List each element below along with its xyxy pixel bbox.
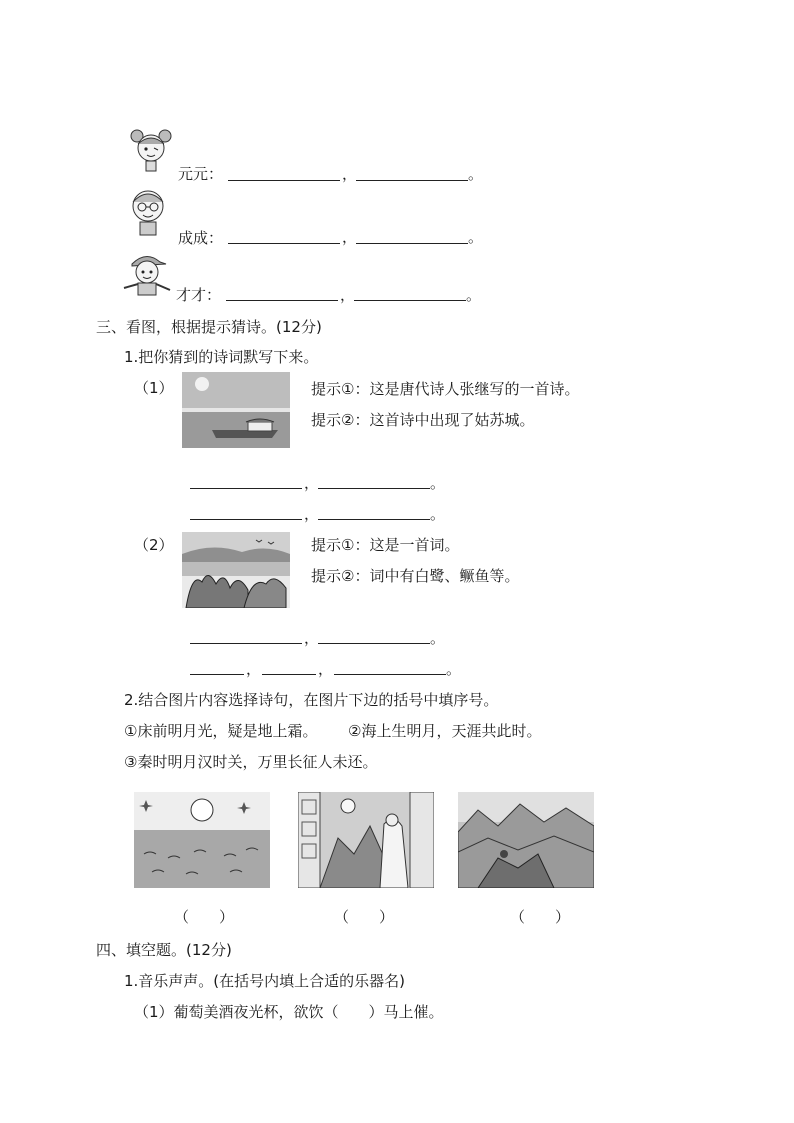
answer-bracket-3[interactable]: （ ）	[510, 908, 571, 926]
poem-option-1: ①床前明月光，疑是地上霜。	[124, 722, 318, 740]
girl-avatar	[128, 126, 174, 174]
period: 。	[430, 474, 446, 492]
answer-blank[interactable]	[318, 488, 430, 489]
answer-blank[interactable]	[190, 643, 302, 644]
answer-bracket-1[interactable]: （ ）	[174, 908, 235, 926]
answer-blank[interactable]	[354, 300, 466, 301]
period: 。	[430, 629, 446, 647]
comma: ，	[318, 660, 334, 678]
night-boat-picture	[182, 372, 290, 448]
boy-with-cap-avatar	[120, 250, 174, 300]
item-label: （1）	[134, 379, 174, 397]
answer-blank[interactable]	[190, 488, 302, 489]
boy-with-glasses-avatar	[124, 186, 172, 238]
comma: ，	[246, 660, 262, 678]
answer-blank[interactable]	[262, 674, 316, 675]
mountain-pass-picture	[458, 792, 594, 888]
answer-blank[interactable]	[190, 674, 244, 675]
sea-moon-picture	[134, 792, 270, 888]
comma: ，	[304, 629, 320, 647]
answer-blank[interactable]	[356, 243, 468, 244]
comma: ，	[342, 228, 358, 246]
river-reeds-picture	[182, 532, 290, 608]
period: 。	[468, 228, 484, 246]
comma: ，	[340, 286, 356, 304]
comma: ，	[304, 505, 320, 523]
section4-heading: 四、填空题。(12分)	[96, 941, 232, 959]
speaker-name-caicai: 才才：	[176, 286, 222, 304]
item-label: （2）	[134, 536, 174, 554]
answer-bracket-2[interactable]: （ ）	[334, 908, 395, 926]
speaker-name-yuanyuan: 元元：	[178, 165, 224, 183]
hint-1: 提示①：这是唐代诗人张继写的一首诗。	[311, 380, 580, 398]
hint-2: 提示②：词中有白鹭、鳜鱼等。	[311, 567, 520, 585]
answer-blank[interactable]	[356, 180, 468, 181]
answer-blank[interactable]	[318, 643, 430, 644]
answer-blank[interactable]	[226, 300, 338, 301]
period: 。	[468, 165, 484, 183]
speaker-name-chengcheng: 成成：	[178, 229, 224, 247]
answer-blank[interactable]	[190, 519, 302, 520]
period: 。	[466, 286, 482, 304]
answer-blank[interactable]	[228, 243, 340, 244]
window-scholar-picture	[298, 792, 434, 888]
poem-option-3: ③秦时明月汉时关，万里长征人未还。	[124, 753, 378, 771]
section3-heading: 三、看图，根据提示猜诗。(12分)	[96, 318, 322, 336]
q2-title: 2.结合图片内容选择诗句，在图片下边的括号中填序号。	[124, 691, 499, 709]
poem-option-2: ②海上生明月，天涯共此时。	[348, 722, 542, 740]
hint-2: 提示②：这首诗中出现了姑苏城。	[311, 411, 535, 429]
section4-item-1: （1）葡萄美酒夜光杯，欲饮（ ）马上催。	[134, 1003, 444, 1021]
answer-blank[interactable]	[318, 519, 430, 520]
period: 。	[430, 505, 446, 523]
comma: ，	[304, 474, 320, 492]
answer-blank[interactable]	[228, 180, 340, 181]
q1-title: 1.把你猜到的诗词默写下来。	[124, 348, 319, 366]
hint-1: 提示①：这是一首词。	[311, 536, 460, 554]
comma: ，	[342, 165, 358, 183]
period: 。	[446, 660, 462, 678]
section4-q1-title: 1.音乐声声。(在括号内填上合适的乐器名)	[124, 972, 406, 990]
answer-blank[interactable]	[334, 674, 446, 675]
